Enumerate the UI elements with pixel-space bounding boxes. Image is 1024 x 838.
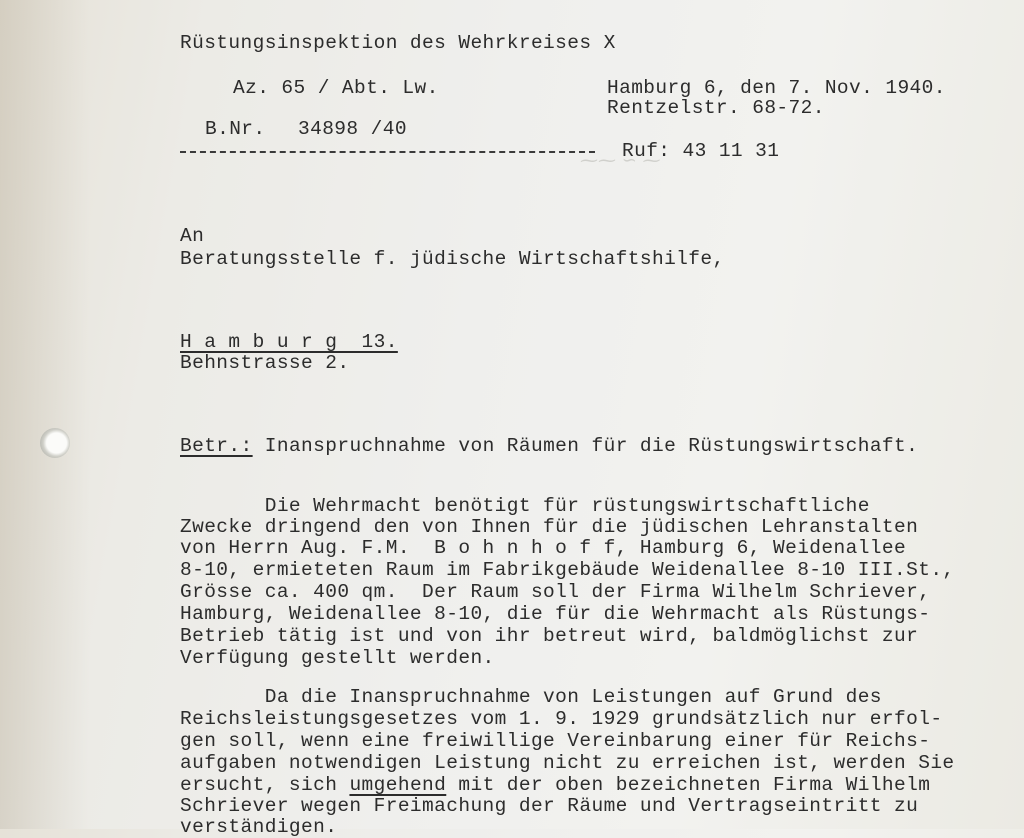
text-span: ersucht, sich (180, 774, 350, 796)
body-line: Hamburg, Weidenallee 8-10, die für die Wehrmacht als Rüstungs- (180, 603, 931, 625)
phone-number: Ruf: 43 11 31 (622, 140, 780, 162)
subject-line (180, 437, 918, 457)
place-date: Hamburg 6, den 7. Nov. 1940. (607, 77, 946, 99)
reference-az: Az. 65 / Abt. Lw. (233, 77, 439, 99)
body-line: 8-10, ermieteten Raum im Fabrikgebäude Weidenallee 8-10 III.St., (180, 559, 955, 581)
dashed-rule (180, 151, 595, 153)
subject-text: Inanspruchnahme von Räumen für die Rüstungswirtschaft. (264, 435, 919, 457)
recipient-city: H a m b u r g 13. (180, 331, 398, 353)
punch-hole (40, 428, 70, 458)
bnr-label: B.Nr. (205, 118, 266, 140)
body-line (180, 776, 930, 796)
body-line: aufgaben notwendigen Leistung nicht zu erreichen ist, werden Sie (180, 752, 955, 774)
bnr-value: 34898 /40 (298, 118, 407, 140)
body-line: Die Wehrmacht benötigt für rüstungswirtschaftliche (180, 495, 870, 517)
body-line: von Herrn Aug. F.M. B o h n h o f f, Hamburg 6, Weidenallee (180, 537, 907, 559)
subject-label: Betr.: (180, 435, 253, 457)
body-line: Reichsleistungsgesetzes vom 1. 9. 1929 grundsätzlich nur erfol- (180, 708, 943, 730)
address-to: An (180, 225, 205, 247)
body-line: Betrieb tätig ist und von ihr betreut wird, baldmöglichst zur (180, 625, 919, 647)
body-line: Zwecke dringend den von Ihnen für die jüdischen Lehranstalten (180, 516, 919, 538)
body-line: Schriever wegen Freimachung der Räume und Vertragseintritt zu (180, 795, 919, 817)
body-line: Grösse ca. 400 qm. Der Raum soll der Firma Wilhelm Schriever, (180, 581, 931, 603)
body-line: Verfügung gestellt werden. (180, 647, 495, 669)
recipient-name: Beratungsstelle f. jüdische Wirtschaftshilfe, (180, 248, 725, 270)
bleed-through-marks: ⁓⁓ ∽ ⁓ (580, 150, 661, 171)
sender-street: Rentzelstr. 68-72. (607, 97, 825, 119)
recipient-street: Behnstrasse 2. (180, 352, 350, 374)
body-line: verständigen. (180, 816, 338, 838)
body-line: Da die Inanspruchnahme von Leistungen auf Grund des (180, 686, 882, 708)
body-line: gen soll, wenn eine freiwillige Vereinbarung einer für Reichs- (180, 730, 931, 752)
sender-org: Rüstungsinspektion des Wehrkreises X (180, 32, 616, 54)
text-span: mit der oben bezeichneten Firma Wilhelm (446, 774, 931, 796)
page-edge-shadow (0, 0, 90, 829)
emphasis-umgehend: umgehend (349, 774, 447, 796)
